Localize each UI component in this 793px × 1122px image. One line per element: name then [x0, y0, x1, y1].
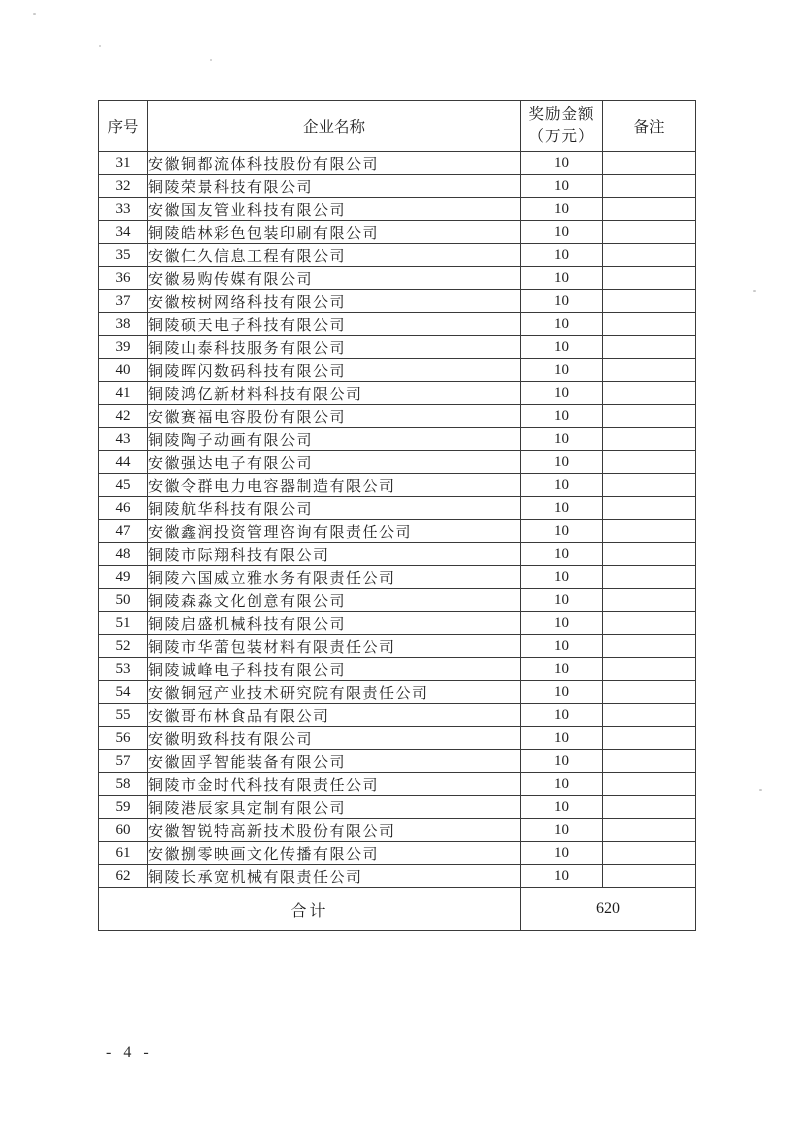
remark-cell: [603, 819, 696, 842]
remark-cell: [603, 842, 696, 865]
row-index-cell: 56: [99, 727, 148, 750]
table-row: [99, 290, 696, 313]
table-row: [99, 704, 696, 727]
remark-cell: [603, 405, 696, 428]
company-name-cell: 安徽铜冠产业技术研究院有限责任公司: [148, 681, 521, 704]
row-index-cell: 60: [99, 819, 148, 842]
table-row: [99, 658, 696, 681]
scan-speck: [753, 290, 756, 292]
scan-speck: [33, 13, 36, 15]
amount-cell: 10: [521, 658, 603, 681]
scan-speck: [210, 59, 212, 61]
table-row: [99, 336, 696, 359]
remark-cell: [603, 612, 696, 635]
row-index-cell: 36: [99, 267, 148, 290]
company-name-cell: 铜陵航华科技有限公司: [148, 497, 521, 520]
row-index-cell: 32: [99, 175, 148, 198]
table-footer: [99, 888, 696, 931]
remark-cell: [603, 543, 696, 566]
row-index-cell: 35: [99, 244, 148, 267]
company-name-cell: 铜陵市际翔科技有限公司: [148, 543, 521, 566]
company-name-cell: 铜陵六国威立雅水务有限责任公司: [148, 566, 521, 589]
company-name-cell: 安徽哥布林食品有限公司: [148, 704, 521, 727]
table-row: [99, 727, 696, 750]
remark-cell: [603, 796, 696, 819]
header-col-reward-amount: [521, 101, 603, 152]
company-name-cell: 铜陵陶子动画有限公司: [148, 428, 521, 451]
amount-cell: 10: [521, 635, 603, 658]
table-row: [99, 681, 696, 704]
row-index-cell: 48: [99, 543, 148, 566]
company-name-cell: 安徽强达电子有限公司: [148, 451, 521, 474]
amount-cell: 10: [521, 451, 603, 474]
table-header: [99, 101, 696, 152]
remark-cell: [603, 589, 696, 612]
amount-cell: 10: [521, 313, 603, 336]
amount-cell: 10: [521, 428, 603, 451]
table-row: [99, 175, 696, 198]
table-row: [99, 267, 696, 290]
remark-cell: [603, 313, 696, 336]
total-row: [99, 888, 696, 931]
row-index-cell: 49: [99, 566, 148, 589]
total-label-cell: 合计: [99, 888, 521, 931]
amount-cell: 10: [521, 773, 603, 796]
row-index-cell: 58: [99, 773, 148, 796]
table-row: [99, 865, 696, 888]
amount-cell: 10: [521, 267, 603, 290]
row-index-cell: 61: [99, 842, 148, 865]
remark-cell: [603, 152, 696, 175]
amount-cell: 10: [521, 221, 603, 244]
remark-cell: [603, 635, 696, 658]
amount-cell: 10: [521, 796, 603, 819]
remark-cell: [603, 704, 696, 727]
amount-cell: 10: [521, 681, 603, 704]
page-number: - 4 -: [106, 1044, 153, 1061]
table-row: [99, 428, 696, 451]
amount-cell: 10: [521, 244, 603, 267]
row-index-cell: 46: [99, 497, 148, 520]
amount-cell: 10: [521, 382, 603, 405]
amount-cell: 10: [521, 290, 603, 313]
row-index-cell: 40: [99, 359, 148, 382]
table-row: [99, 313, 696, 336]
company-name-cell: 铜陵市华蕾包装材料有限责任公司: [148, 635, 521, 658]
row-index-cell: 31: [99, 152, 148, 175]
amount-cell: 10: [521, 175, 603, 198]
table-row: [99, 612, 696, 635]
remark-cell: [603, 497, 696, 520]
table-row: [99, 359, 696, 382]
table-row: [99, 635, 696, 658]
amount-cell: 10: [521, 612, 603, 635]
table-row: [99, 566, 696, 589]
row-index-cell: 55: [99, 704, 148, 727]
amount-cell: 10: [521, 865, 603, 888]
company-name-cell: 铜陵山泰科技服务有限公司: [148, 336, 521, 359]
company-name-cell: 铜陵诚峰电子科技有限公司: [148, 658, 521, 681]
company-name-cell: 铜陵荣景科技有限公司: [148, 175, 521, 198]
remark-cell: [603, 750, 696, 773]
company-name-cell: 安徽捌零映画文化传播有限公司: [148, 842, 521, 865]
total-amount-cell: 620: [521, 888, 696, 931]
row-index-cell: 52: [99, 635, 148, 658]
remark-cell: [603, 865, 696, 888]
remark-cell: [603, 290, 696, 313]
company-name-cell: 安徽国友管业科技有限公司: [148, 198, 521, 221]
table-row: [99, 819, 696, 842]
row-index-cell: 44: [99, 451, 148, 474]
remark-cell: [603, 175, 696, 198]
company-name-cell: 铜陵硕天电子科技有限公司: [148, 313, 521, 336]
company-name-cell: 铜陵港辰家具定制有限公司: [148, 796, 521, 819]
remark-cell: [603, 198, 696, 221]
table-row: [99, 589, 696, 612]
company-name-cell: 安徽铜都流体科技股份有限公司: [148, 152, 521, 175]
remark-cell: [603, 428, 696, 451]
remark-cell: [603, 681, 696, 704]
amount-cell: 10: [521, 359, 603, 382]
row-index-cell: 59: [99, 796, 148, 819]
remark-cell: [603, 658, 696, 681]
row-index-cell: 47: [99, 520, 148, 543]
company-name-cell: 铜陵森淼文化创意有限公司: [148, 589, 521, 612]
remark-cell: [603, 382, 696, 405]
company-name-cell: 安徽赛福电容股份有限公司: [148, 405, 521, 428]
row-index-cell: 34: [99, 221, 148, 244]
remark-cell: [603, 221, 696, 244]
table-row: [99, 796, 696, 819]
remark-cell: [603, 267, 696, 290]
table-row: [99, 152, 696, 175]
amount-cell: 10: [521, 842, 603, 865]
amount-cell: 10: [521, 405, 603, 428]
company-name-cell: 铜陵晖闪数码科技有限公司: [148, 359, 521, 382]
remark-cell: [603, 474, 696, 497]
amount-cell: 10: [521, 336, 603, 359]
row-index-cell: 54: [99, 681, 148, 704]
company-name-cell: 安徽令群电力电容器制造有限公司: [148, 474, 521, 497]
table-row: [99, 405, 696, 428]
amount-cell: 10: [521, 520, 603, 543]
table-row: [99, 382, 696, 405]
amount-cell: 10: [521, 198, 603, 221]
scan-speck: [99, 45, 101, 47]
company-name-cell: 铜陵启盛机械科技有限公司: [148, 612, 521, 635]
header-col-company-name: 企业名称: [148, 101, 521, 152]
row-index-cell: 62: [99, 865, 148, 888]
remark-cell: [603, 451, 696, 474]
row-index-cell: 43: [99, 428, 148, 451]
table-row: [99, 451, 696, 474]
table-row: [99, 474, 696, 497]
header-amount-line2: （万元）: [528, 128, 595, 145]
row-index-cell: 50: [99, 589, 148, 612]
amount-cell: 10: [521, 543, 603, 566]
header-col-remark: 备注: [603, 101, 696, 152]
table-row: [99, 198, 696, 221]
company-name-cell: 安徽仁久信息工程有限公司: [148, 244, 521, 267]
row-index-cell: 37: [99, 290, 148, 313]
amount-cell: 10: [521, 727, 603, 750]
row-index-cell: 57: [99, 750, 148, 773]
row-index-cell: 53: [99, 658, 148, 681]
company-name-cell: 安徽固孚智能装备有限公司: [148, 750, 521, 773]
table-row: [99, 773, 696, 796]
header-col-index: 序号: [99, 101, 148, 152]
table-body: [99, 152, 696, 888]
table-row: [99, 497, 696, 520]
scan-speck: [759, 789, 762, 791]
reward-table: [98, 100, 696, 931]
company-name-cell: 铜陵长承宽机械有限责任公司: [148, 865, 521, 888]
company-name-cell: 安徽桉树网络科技有限公司: [148, 290, 521, 313]
company-name-cell: 安徽易购传媒有限公司: [148, 267, 521, 290]
amount-cell: 10: [521, 819, 603, 842]
row-index-cell: 38: [99, 313, 148, 336]
remark-cell: [603, 520, 696, 543]
amount-cell: 10: [521, 750, 603, 773]
table-row: [99, 543, 696, 566]
header-amount-line1: 奖励金额: [528, 105, 595, 123]
row-index-cell: 45: [99, 474, 148, 497]
amount-cell: 10: [521, 566, 603, 589]
amount-cell: 10: [521, 704, 603, 727]
amount-cell: 10: [521, 589, 603, 612]
row-index-cell: 33: [99, 198, 148, 221]
table-row: [99, 244, 696, 267]
remark-cell: [603, 773, 696, 796]
row-index-cell: 51: [99, 612, 148, 635]
row-index-cell: 39: [99, 336, 148, 359]
remark-cell: [603, 244, 696, 267]
company-name-cell: 铜陵皓林彩色包装印刷有限公司: [148, 221, 521, 244]
company-name-cell: 安徽智锐特高新技术股份有限公司: [148, 819, 521, 842]
remark-cell: [603, 566, 696, 589]
remark-cell: [603, 727, 696, 750]
row-index-cell: 41: [99, 382, 148, 405]
table-row: [99, 750, 696, 773]
table-row: [99, 520, 696, 543]
amount-cell: 10: [521, 152, 603, 175]
header-row: [99, 101, 696, 152]
company-name-cell: 安徽鑫润投资管理咨询有限责任公司: [148, 520, 521, 543]
table-row: [99, 221, 696, 244]
company-name-cell: 铜陵鸿亿新材料科技有限公司: [148, 382, 521, 405]
company-name-cell: 铜陵市金时代科技有限责任公司: [148, 773, 521, 796]
table-row: [99, 842, 696, 865]
amount-cell: 10: [521, 497, 603, 520]
row-index-cell: 42: [99, 405, 148, 428]
company-name-cell: 安徽明致科技有限公司: [148, 727, 521, 750]
amount-cell: 10: [521, 474, 603, 497]
remark-cell: [603, 336, 696, 359]
remark-cell: [603, 359, 696, 382]
